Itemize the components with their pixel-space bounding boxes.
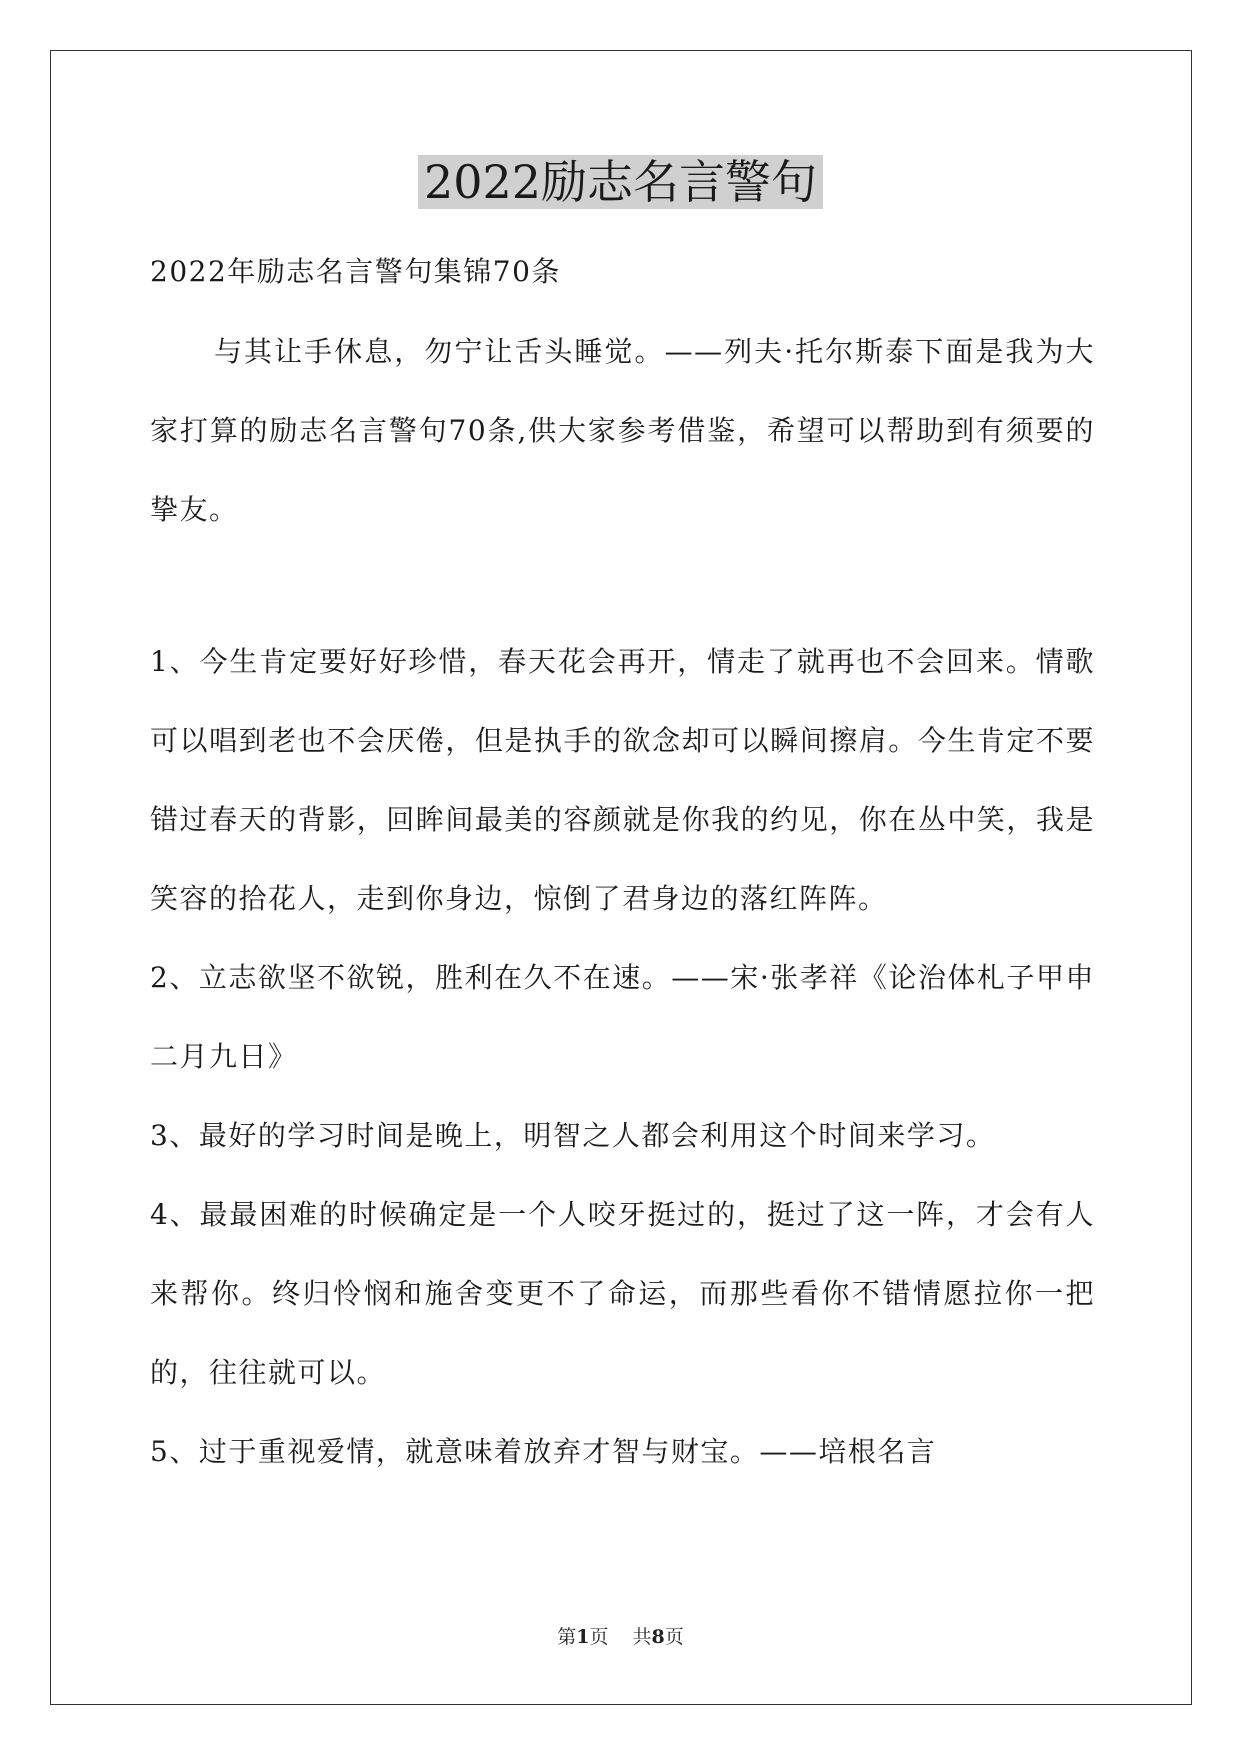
- list-item: 1、今生肯定要好好珍惜，春天花会再开，情走了就再也不会回来。情歌可以唱到老也不会厌倦，但是执手的欲念却可以瞬间擦肩。今生肯定不要错过春天的背影，回眸间最美的容颜就是你我的约见，你在丛中笑，我是笑容的拾花人，走到你身边，惊倒了君身边的落红阵阵。: [150, 645, 1095, 915]
- document-body: [150, 252, 1095, 1491]
- page-total: 8: [651, 1626, 665, 1648]
- page-suffix: 页: [589, 1626, 609, 1648]
- total-suffix: 页: [664, 1626, 684, 1648]
- title-text: 2022励志名言警句: [418, 155, 823, 209]
- document-subtitle: 2022年励志名言警句集锦70条: [150, 255, 561, 288]
- page-footer: [0, 1622, 1241, 1649]
- list-item: 3、最好的学习时间是晚上，明智之人都会利用这个时间来学习。: [150, 1119, 996, 1152]
- document-title: [0, 152, 1241, 212]
- total-prefix: 共: [632, 1626, 652, 1648]
- page-number: 1: [576, 1626, 590, 1648]
- list-item: 5、过于重视爱情，就意味着放弃才智与财宝。——培根名言: [150, 1435, 937, 1468]
- intro-paragraph: 与其让手休息，勿宁让舌头睡觉。——列夫·托尔斯泰下面是我为大家打算的励志名言警句70条,供大家参考借鉴，希望可以帮助到有须要的挚友。: [150, 335, 1095, 526]
- list-item: 2、立志欲坚不欲锐，胜利在久不在速。——宋·张孝祥《论治体札子甲申二月九日》: [150, 961, 1095, 1073]
- page-prefix: 第: [557, 1626, 577, 1648]
- paragraph-gap: [150, 549, 1095, 622]
- list-item: 4、最最困难的时候确定是一个人咬牙挺过的，挺过了这一阵，才会有人来帮你。终归怜悯和施舍变更不了命运，而那些看你不错情愿拉你一把的，往往就可以。: [150, 1198, 1095, 1389]
